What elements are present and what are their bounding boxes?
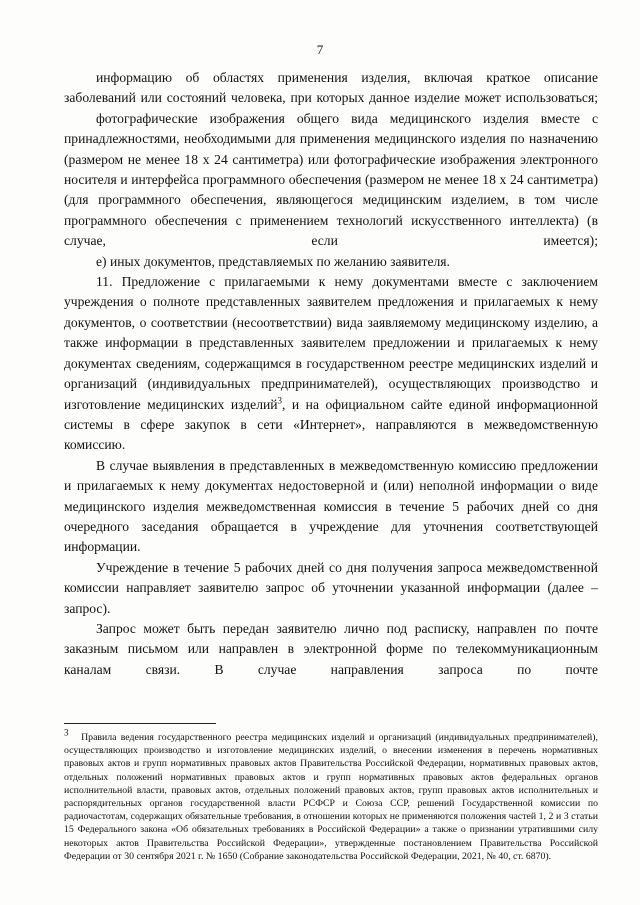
footnote-separator	[64, 723, 216, 724]
paragraph-photographs: фотографические изображения общего вида медицинского изделия вместе с принадлежностями, необходимыми для применения медицинского изделия по назначению (размером не менее 18 x 24 сантиметра) или фотографические изображения электронного носителя и интерфейса программного обеспечения (размером не менее 18 x 24 сантиметра) (для программного обеспечения, являющегося медицинским изделием, в том числе программного обеспечения с применением технологий искусственного интеллекта) (в случае, если имеется);	[64, 110, 598, 249]
footnote-reference: 3	[277, 394, 283, 405]
paragraph-inaccurate-information: В случае выявления в представленных в межведомственную комиссию предложении и прилагаемых к нему документах недостоверной и (или) неполной информации о виде медицинского изделия межведомственная комиссия в течение 5 рабочих дней со дня очередного заседания обращается в учреждение для уточнения соответствующей информации.	[64, 457, 598, 555]
paragraph-other-documents: е) иных документов, представляемых по желанию заявителя.	[96, 253, 450, 269]
document-body	[64, 68, 598, 680]
paragraph-11-text-continued: , и на официальном сайте единой информационной системы в сфере закупок в сети «Интернет», направляются в межведомственную комиссию.	[64, 396, 599, 453]
paragraph-institution-request: Учреждение в течение 5 рабочих дней со дня получения запроса межведомственной комиссии направляет заявителю запрос об уточнении указанной информации (далее – запрос).	[64, 559, 598, 616]
paragraph-11	[64, 272, 598, 456]
footnote-number: 3	[64, 727, 69, 738]
footnote	[64, 727, 598, 863]
paragraph-request-delivery: Запрос может быть передан заявителю лично под расписку, направлен по почте заказным письмом или направлен в электронной форме по телекоммуникационным каналам связи. В случае направления запроса по почте	[64, 620, 598, 677]
paragraph-application-areas: информацию об областях применения изделия, включая краткое описание заболеваний или состояний человека, при которых данное изделие может использоваться;	[64, 70, 598, 106]
paragraph-11-text: 11. Предложение с прилагаемыми к нему документами вместе с заключением учреждения о полноте представленных заявителем предложения и прилагаемых к нему документов, о соответствии (несоответствии) вида заявляемому медицинскому изделию, а также информации в представленных заявителем предложении и прилагаемых к нему документах сведениям, содержащимся в государственном реестре медицинских изделий и организаций (индивидуальных предпринимателей), осуществляющих производство и изготовление медицинских изделий	[64, 274, 598, 412]
page-number: 7	[316, 42, 324, 57]
footnote-text: Правила ведения государственного реестра медицинских изделий и организаций (индивидуальных предпринимателей), осуществляющих производство и изготовление медицинских изделий, о внесении изменения в перечень нормативных правовых актов и групп нормативных правовых актов Правительства Российской Федерации, нормативных правовых актов, отдельных положений нормативных правовых актов и групп нормативных правовых актов федеральных органов исполнительной власти, правовых актов, отдельных положений правовых актов, групп правовых актов исполнительных и распорядительных органов государственной власти РСФСР и Союза ССР, решений Государственной комиссии по радиочастотам, содержащих обязательные требования, в отношении которых не применяются положения частей 1, 2 и 3 статьи 15 Федерального закона «Об обязательных требованиях в Российской Федерации» а также о признании утратившими силу некоторых актов Правительства Российской Федерации», утвержденные постановлением Правительства Российской Федерации от 30 сентября 2021 г. № 1650 (Собрание законодательства Российской Федерации, 2021, № 40, ст. 6870).	[64, 732, 598, 862]
